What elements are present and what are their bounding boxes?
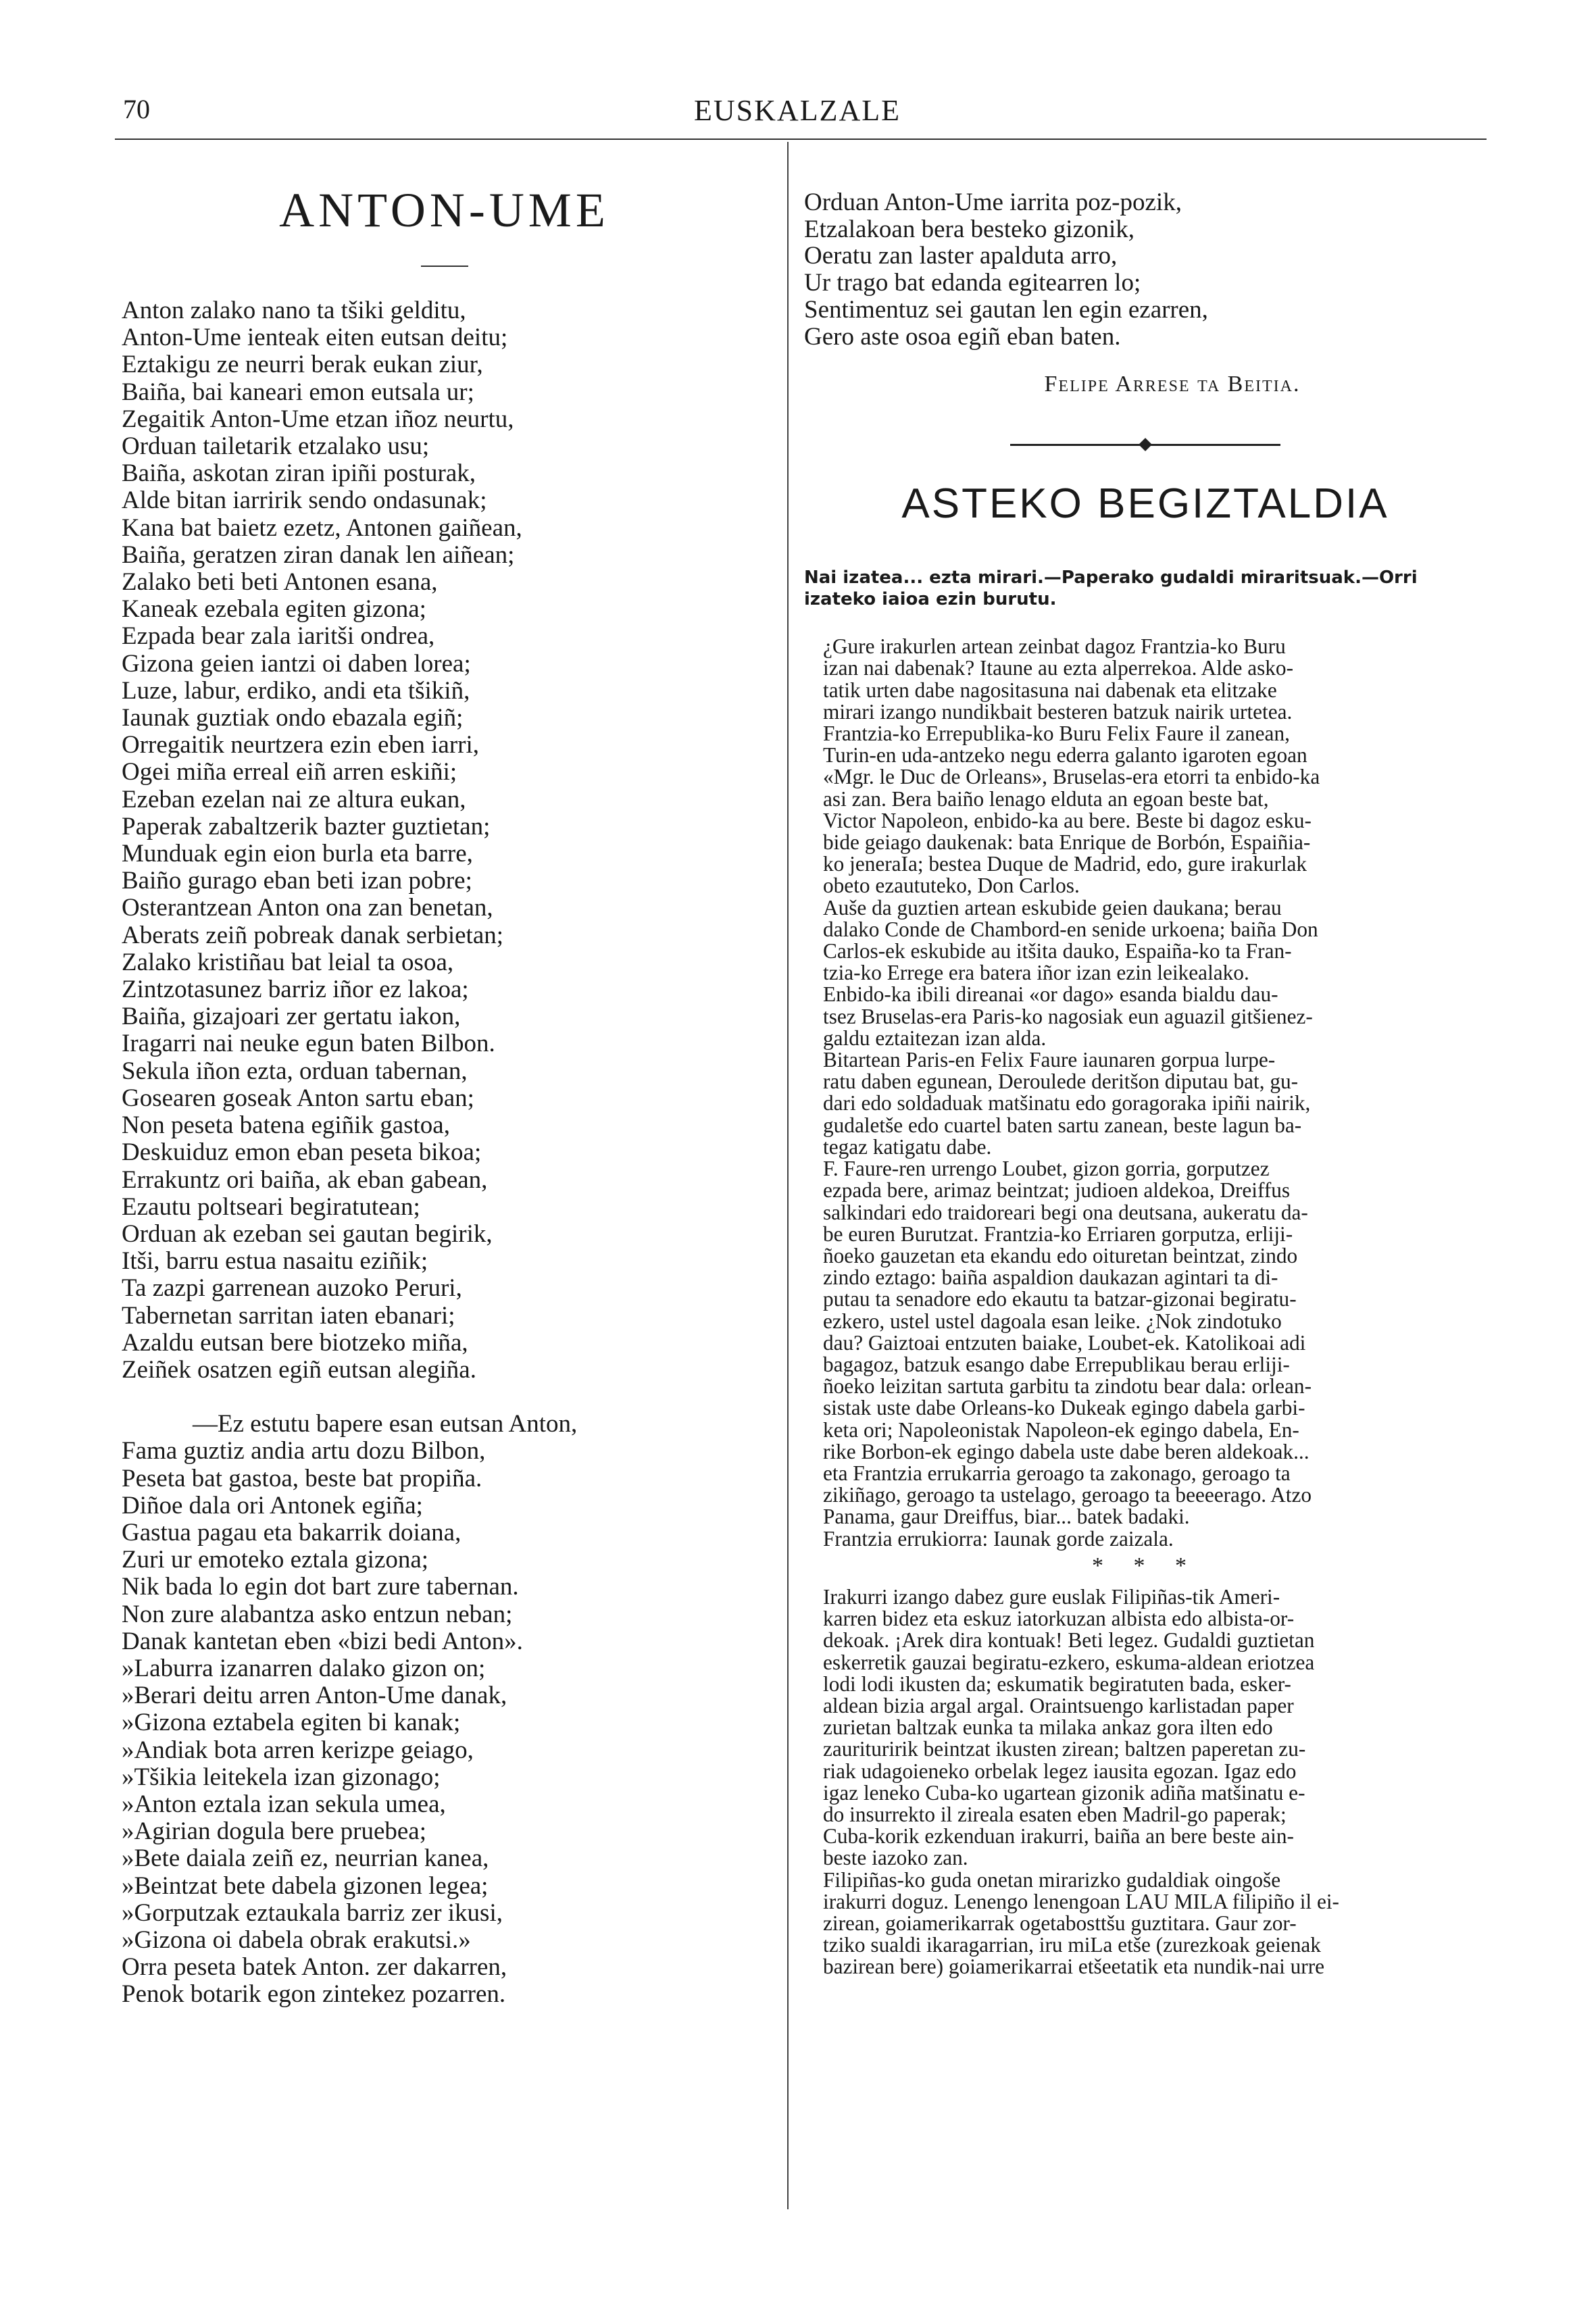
prose-line: Bitartean Paris-en Felix Faure iaunaren gorpua lurpe-: [823, 1048, 1276, 1072]
poem-line: »Gizona eztabela egiten bi kanak;: [122, 1709, 461, 1737]
poem-line: Zalako kristiñau bat leial ta osoa,: [122, 948, 454, 976]
poem-line: Baiña, bai kaneari emon eutsala ur;: [122, 378, 474, 406]
right-column: [804, 189, 1487, 1978]
poem-line: »Andiak bota arren kerizpe geiago,: [122, 1736, 474, 1764]
journal-title: EUSKALZALE: [694, 94, 901, 127]
prose-line: ¿Gure irakurlen artean zeinbat dagoz Frantzia-ko Buru: [823, 634, 1286, 659]
poem-line: »Laburra izanarren dalako gizon on;: [122, 1654, 486, 1682]
poem-line: Tabernetan sarritan iaten ebanari;: [122, 1301, 455, 1330]
prose-line: zaurituririk beintzat ikusten zirean; baltzen paperetan zu-: [823, 1737, 1306, 1761]
page-number: 70: [123, 94, 150, 124]
poem-line: Non peseta batena egiñik gastoa,: [122, 1111, 450, 1140]
prose-line: galdu eztaitezan izan alda.: [823, 1026, 1047, 1050]
poem-line: Orduan tailetarik etzalako usu;: [122, 432, 430, 461]
prose-line: Irakurri izango dabez gure euslak Filipiñas-tik Ameri-: [823, 1584, 1280, 1609]
poem-line: Orduan ak ezeban sei gautan begirik,: [122, 1219, 493, 1248]
summary-line: izateko iaioa ezin burutu.: [804, 589, 1057, 610]
poem-line: Diñoe dala ori Antonek egiña;: [122, 1491, 423, 1519]
page-header: [115, 93, 1480, 135]
poem-line: »Bete daiala zeiñ ez, neurrian kanea,: [122, 1844, 489, 1873]
ornament-diamond: [1139, 438, 1152, 451]
poem-line: Paperak zabaltzerik bazter guztietan;: [122, 812, 491, 840]
poem-line: Munduak egin eion burla eta barre,: [122, 840, 473, 868]
poem-line: Eztakigu ze neurri berak eukan ziur,: [122, 351, 483, 379]
prose-line: F. Faure-ren urrengo Loubet, gizon gorria, gorputzez: [823, 1157, 1270, 1181]
prose-line: tziko sualdi ikaragarrian, iru miLa etše (zurezkoak geienak: [823, 1933, 1321, 1957]
poem-line: Baiña, gizajoari zer gertatu iakon,: [122, 1003, 461, 1031]
news-title: ASTEKO BEGIZTALDIA: [901, 480, 1389, 528]
poem-line: Kaneak ezebala egiten gizona;: [122, 595, 426, 624]
prose-line: ñoeko gauzetan eta ekandu edo oituretan beintzat, zindo: [823, 1243, 1298, 1267]
prose-line: Filipiñas-ko guda onetan mirarizko gudaldiak oingoše: [823, 1867, 1281, 1892]
prose-line: ezpada bere, arimaz beintzat; judioen aldekoa, Dreiffus: [823, 1178, 1291, 1203]
poem-line: »Tšikia leitekela izan gizonago;: [122, 1763, 441, 1791]
poem-line: Ta zazpi garrenean auzoko Peruri,: [122, 1274, 462, 1303]
section-ornament: [1010, 438, 1280, 451]
prose-line: eta Frantzia errukarria geroago ta zakonago, geroago ta: [823, 1461, 1291, 1485]
prose-line: asi zan. Bera baiño lenago elduta an egoan beste bat,: [823, 786, 1269, 811]
poem-line: Nik bada lo egin dot bart zure tabernan.: [122, 1573, 519, 1601]
prose-line: izan nai dabenak? Itaune au ezta alperrekoa. Alde asko-: [823, 656, 1293, 680]
prose-line: beste iazoko zan.: [823, 1846, 968, 1870]
poem-line: Ogei miña erreal eiñ arren eskiñi;: [122, 758, 457, 786]
poem-line: Zuri ur emoteko eztala gizona;: [122, 1546, 429, 1574]
prose-line: ezkero, ustel ustel dagoala esan leike. ¿Nok zindotuko: [823, 1309, 1282, 1333]
poem-stanza-2: [122, 1411, 767, 2008]
prose-line: igaz leneko Cuba-ko ugartean gizonik adiña matšinatu e-: [823, 1780, 1305, 1805]
poem-line: Penok botarik egon zintekez pozarren.: [122, 1980, 506, 2009]
news-paragraph-8: [804, 1869, 1487, 1978]
poem-line: »Beintzat bete dabela gizonen legea;: [122, 1871, 489, 1900]
poem-line: Zeiñek osatzen egiñ eutsan alegiña.: [122, 1355, 476, 1384]
news-body: [804, 636, 1487, 1978]
prose-line: dekoak. ¡Arek dira kontuak! Beti legez. Gudaldi guztietan: [823, 1628, 1315, 1653]
poem-line: Ezpada bear zala iaritši ondrea,: [122, 622, 435, 651]
prose-line: mirari izango nundikbait besteren batzuk nairik urtetea.: [823, 699, 1293, 724]
prose-line: gudaletše edo cuartel baten sartu zanean, beste lagun ba-: [823, 1113, 1302, 1137]
prose-line: riak udagoieneko orbelak legez iausita egozan. Igaz edo: [823, 1759, 1297, 1783]
prose-line: obeto ezaututeko, Don Carlos.: [823, 874, 1080, 898]
title-rule: [421, 266, 468, 267]
header-rule: [115, 139, 1487, 140]
left-column: [122, 182, 767, 2009]
poem-line: Sentimentuz sei gautan len egin ezarren,: [804, 295, 1208, 324]
poem-line: —Ez estutu bapere esan eutsan Anton,: [193, 1410, 578, 1438]
poem-line: Baiña, geratzen ziran danak len aiñean;: [122, 540, 515, 569]
poem-line: Peseta bat gastoa, beste bat propiña.: [122, 1464, 482, 1492]
poem-line: Gastua pagau eta bakarrik doiana,: [122, 1518, 462, 1546]
poem-line: Oeratu zan laster apalduta arro,: [804, 242, 1118, 270]
prose-line: Auše da guztien artean eskubide geien daukana; berau: [823, 895, 1282, 920]
prose-line: bide geiago daukenak: bata Enrique de Borbón, Espaiñia-: [823, 830, 1311, 855]
poem-line: »Agirian dogula bere pruebea;: [122, 1817, 427, 1846]
prose-line: Panama, gaur Dreiffus, biar... batek badaki.: [823, 1505, 1190, 1529]
prose-line: Enbido-ka ibili direanai «or dago» esanda bialdu dau-: [823, 982, 1278, 1007]
prose-line: Victor Napoleon, enbido-ka au bere. Beste bi dagoz esku-: [823, 808, 1312, 832]
poem-line: Danak kantetan eben «bizi bedi Anton».: [122, 1627, 523, 1655]
poem-line: Zegaitik Anton-Ume etzan iñoz neurtu,: [122, 405, 514, 433]
news-paragraph-2: [804, 897, 1487, 984]
prose-line: Cuba-korik ezkenduan irakurri, baiña an bere beste ain-: [823, 1824, 1294, 1848]
prose-line: lodi lodi ikusten da; eskumatik begiratuten bada, esker-: [823, 1671, 1291, 1696]
summary-line: Nai izatea... ezta mirari.—Paperako gudaldi miraritsuak.—Orri: [804, 568, 1418, 588]
poem-line: Deskuiduz emon eban peseta bikoa;: [122, 1138, 482, 1167]
poem-body: [122, 297, 767, 2009]
poem-line: »Anton eztala izan sekula umea,: [122, 1790, 446, 1818]
poem-stanza-1: [122, 297, 767, 1384]
poem-line: Kana bat baietz ezetz, Antonen gaiñean,: [122, 513, 522, 542]
section-stars: * * *: [1092, 1553, 1199, 1578]
poem-line: Orduan Anton-Ume iarrita poz-pozik,: [804, 188, 1182, 216]
prose-line: do insurrekto il zireala esaten eben Madril-go paperak;: [823, 1802, 1287, 1826]
poem-line: Anton zalako nano ta tšiki gelditu,: [122, 297, 466, 324]
column-divider: [787, 142, 789, 2209]
prose-line: putau ta senadore edo ekautu ta batzar-gizonai begiratu-: [823, 1287, 1297, 1311]
poem-line: Alde bitan iarririk sendo ondasunak;: [122, 486, 487, 515]
prose-line: salkindari edo traidoreari begi ona deutsana, aukeratu da-: [823, 1200, 1308, 1224]
poem-line: »Gizona oi dabela obrak erakutsi.»: [122, 1926, 471, 1954]
poem-line: Orregaitik neurtzera ezin eben iarri,: [122, 731, 480, 759]
prose-line: irakurri doguz. Lenengo lenengoan LAU MILA filipiño il ei-: [823, 1889, 1339, 1913]
poem-line: Gero aste osoa egiñ eban baten.: [804, 322, 1121, 351]
poem-line: Aberats zeiñ pobreak danak serbietan;: [122, 921, 504, 949]
prose-line: «Mgr. le Duc de Orleans», Bruselas-era etorri ta enbido-ka: [823, 765, 1320, 789]
poem-line: Ezautu poltseari begiratutean;: [122, 1192, 420, 1221]
prose-line: Carlos-ek eskubide au itšita dauko, Espaiña-ko ta Fran-: [823, 939, 1292, 963]
prose-line: karren bidez eta eskuz iatorkuzan albista edo albista-or-: [823, 1607, 1295, 1631]
poem-line: Itši, barru estua nasaitu eziñik;: [122, 1247, 428, 1276]
prose-line: zirean, goiamerikarrak ogetabosttšu guztitara. Gaur zor-: [823, 1911, 1297, 1935]
poem-line: Zintzotasunez barriz iñor ez lakoa;: [122, 976, 469, 1004]
prose-line: Frantzia errukiorra: Iaunak gorde zaizala.: [823, 1526, 1174, 1551]
prose-line: dau? Gaiztoai entzuten baiake, Loubet-ek. Katolikoai adi: [823, 1330, 1306, 1355]
poem-line: Gizona geien iantzi oi daben lorea;: [122, 649, 471, 678]
poem-line: Orra peseta batek Anton. zer dakarren,: [122, 1953, 507, 1982]
poem-line: Osterantzean Anton ona zan benetan,: [122, 894, 493, 922]
prose-line: ñoeko leizitan sartuta garbitu ta zindotu bear dala: orlean-: [823, 1374, 1312, 1399]
poem-line: Iaunak guztiak ondo ebazala egiñ;: [122, 704, 464, 732]
prose-line: zindo eztago: baiña aspaldion daukazan agintari ta di-: [823, 1265, 1278, 1290]
poem-line: »Gorputzak eztaukala barriz zer ikusi,: [122, 1898, 503, 1927]
prose-line: rike Borbon-ek egingo dabela uste dabe beren aldekoak...: [823, 1439, 1310, 1463]
poem-line: Ezeban ezelan nai ze altura eukan,: [122, 785, 466, 813]
poem-line: Errakuntz ori baiña, ak eban gabean,: [122, 1165, 488, 1194]
prose-line: keta ori; Napoleonistak Napoleon-ek egingo dabela, En-: [823, 1417, 1299, 1442]
poem-line: Anton-Ume ienteak eiten eutsan deitu;: [122, 324, 508, 352]
news-paragraph-7: [804, 1586, 1487, 1869]
prose-line: zurietan baltzak eunka ta milaka ankaz gora ilten edo: [823, 1715, 1273, 1740]
poem-line: Gosearen goseak Anton sartu eban;: [122, 1084, 474, 1112]
prose-line: bagagoz, batzuk esango dabe Errepublikau berau erliji-: [823, 1352, 1290, 1376]
poem-line: Baiña, askotan ziran ipiñi posturak,: [122, 459, 476, 488]
poem-line: Etzalakoan bera besteko gizonik,: [804, 215, 1135, 243]
poem-line: Fama guztiz andia artu dozu Bilbon,: [122, 1437, 486, 1465]
prose-line: tatik urten dabe nagositasuna nai dabenak eta elitzake: [823, 678, 1277, 702]
news-paragraph-5: [804, 1158, 1487, 1528]
prose-line: Turin-en uda-antzeko negu ederra galanto igaroten egoan: [823, 743, 1307, 768]
prose-line: tzia-ko Errege era batera iñor izan ezin leikealako.: [823, 961, 1249, 985]
poem-line: Luze, labur, erdiko, andi eta tšikiñ,: [122, 676, 470, 705]
prose-line: be euren Burutzat. Frantzia-ko Erriaren gorputza, erliji-: [823, 1222, 1293, 1246]
prose-line: bazirean bere) goiamerikarrai etšeetatik eta nundik-nai urre: [823, 1955, 1325, 1979]
poem-title: ANTON-UME: [279, 183, 609, 237]
prose-line: tsez Bruselas-era Paris-ko nagosiak eun aguazil gitšienez-: [823, 1004, 1313, 1028]
prose-line: dari edo soldaduak matšinatu edo goragoraka ipiñi nairik,: [823, 1091, 1311, 1115]
prose-line: eskerretik gauzai begiratu-ezkero, eskuma-aldean eriotzea: [823, 1650, 1315, 1674]
prose-line: ratu daben egunean, Deroulede deritšon diputau bat, gu-: [823, 1070, 1299, 1094]
poem-line: Azaldu eutsan bere biotzeko miña,: [122, 1328, 468, 1357]
news-paragraph-1: [804, 636, 1487, 897]
poem-line: Ur trago bat edanda egitearren lo;: [804, 269, 1141, 297]
prose-line: sistak uste dabe Orleans-ko Dukeak egingo dabela garbi-: [823, 1396, 1305, 1420]
prose-line: zikiñago, geroago ta ustelago, geroago ta beeeerago. Atzo: [823, 1483, 1312, 1507]
poem-line: Iragarri nai neuke egun baten Bilbon.: [122, 1030, 495, 1058]
prose-line: dalako Conde de Chambord-en senide urkoena; baiña Don: [823, 917, 1318, 941]
news-paragraph-3: [804, 984, 1487, 1049]
poem-line: Sekula iñon ezta, orduan tabernan,: [122, 1057, 468, 1085]
prose-line: Frantzia-ko Errepublika-ko Buru Felix Faure il zanean,: [823, 722, 1290, 746]
news-summary: [804, 567, 1487, 610]
news-paragraph-6: [804, 1528, 1487, 1550]
stanza-gap: [122, 1384, 767, 1411]
poem-stanza-3: [804, 189, 1487, 350]
poem-line: »Berari deitu arren Anton-Ume danak,: [122, 1682, 507, 1710]
poem-signature: Felipe Arrese ta Beitia.: [1044, 372, 1301, 397]
prose-line: ko jeneraIa; bestea Duque de Madrid, edo, gure irakurlak: [823, 852, 1307, 876]
prose-line: aldean bizia argal argal. Oraintsuengo karlistadan paper: [823, 1693, 1294, 1717]
poem-line: Baiño gurago eban beti izan pobre;: [122, 867, 472, 895]
news-paragraph-4: [804, 1049, 1487, 1158]
poem-line: Non zure alabantza asko entzun neban;: [122, 1600, 513, 1628]
poem-line: Zalako beti beti Antonen esana,: [122, 568, 438, 597]
prose-line: tegaz katigatu dabe.: [823, 1134, 992, 1159]
